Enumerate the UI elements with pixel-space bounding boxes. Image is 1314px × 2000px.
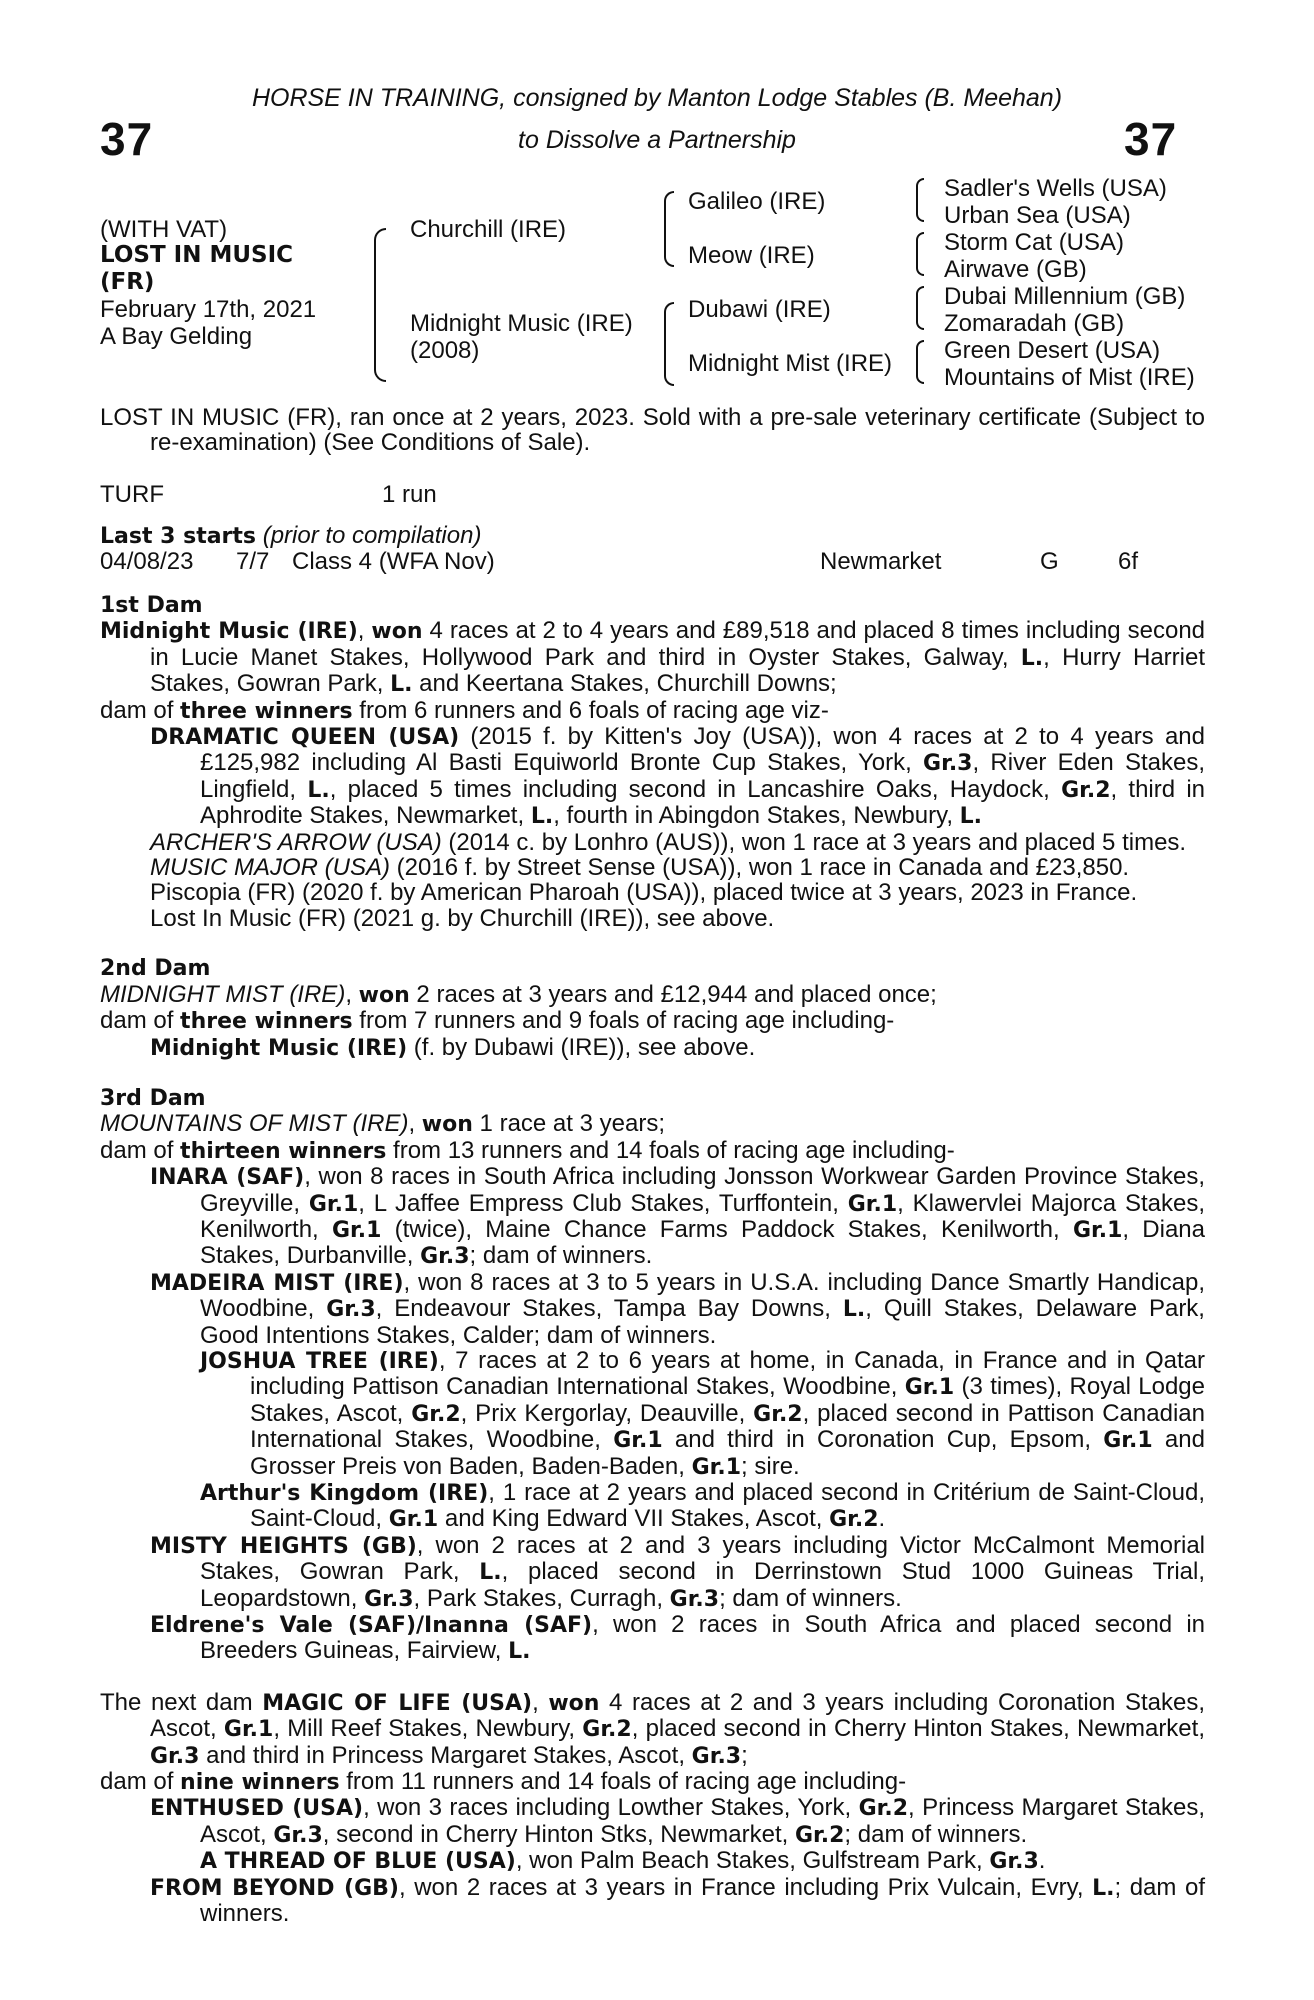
sire-dam-brace [374, 228, 386, 382]
foaling-date: February 17th, 2021 [100, 296, 317, 323]
produce-item: Eldrene's Vale (SAF)/Inanna (SAF), won 2 races in South Africa and placed second in Breeders Guineas, Fairview, L. [150, 1611, 1206, 1665]
dam2-heading: 2nd Dam [100, 956, 211, 982]
last-starts-heading [100, 522, 481, 550]
great-grand-6: Zomaradah (GB) [944, 310, 1125, 337]
produce-item: ENTHUSED (USA), won 3 races including Lowther Stakes, York, Gr.2, Princess Margaret Stakes, Ascot, Gr.3, second in Cherry Hinton Stks, Newmarket, Gr.2; dam of winners. [150, 1794, 1206, 1848]
last-starts-note: (prior to compilation) [262, 522, 482, 549]
surface-label: TURF [100, 481, 164, 508]
great-grand-5: Dubai Millennium (GB) [944, 283, 1186, 310]
header-line-1: HORSE IN TRAINING, consigned by Manton Lodge Stables (B. Meehan) [251, 84, 1063, 112]
great-grand-3: Storm Cat (USA) [944, 229, 1125, 256]
produce-item: MUSIC MAJOR (USA) (2016 f. by Street Sense (USA)), won 1 race in Canada and £23,850. [150, 854, 1130, 882]
start-course: Newmarket [820, 548, 942, 575]
next-dam-record: The next dam MAGIC OF LIFE (USA), won 4 races at 2 and 3 years including Coronation Stakes, Ascot, Gr.1, Mill Reef Stakes, Newbury, Gr.2, placed second in Cherry Hinton Stakes, Newmarket, Gr.3 and third in Princess Margaret Stakes, Ascot, Gr.3; [100, 1688, 1206, 1769]
vat-note: (WITH VAT) [100, 216, 228, 243]
produce-item: Lost In Music (FR) (2021 g. by Churchill (IRE)), see above. [150, 904, 775, 932]
family-section [100, 593, 1205, 1927]
horse-description: A Bay Gelding [100, 323, 253, 350]
gg-brace-1 [916, 178, 924, 222]
dam-brace [664, 302, 674, 386]
produce-item: ARCHER'S ARROW (USA) (2014 c. by Lonhro (AUS)), won 1 race at 3 years and placed 5 times. [150, 828, 1187, 856]
start-race: Class 4 (WFA Nov) [292, 548, 495, 575]
great-grand-2: Urban Sea (USA) [944, 202, 1131, 229]
produce-item: DRAMATIC QUEEN (USA) (2015 f. by Kitten's Joy (USA)), won 4 races at 2 to 4 years and £125,982 including Al Basti Equiworld Bronte Cup Stakes, York, Gr.3, River Eden Stakes, Lingfield, L., placed 5 times including second in Lancashire Oaks, Haydock, Gr.2, third in Aphrodite Stakes, Newmarket, L., fourth in Abingdon Stakes, Newbury, L. [150, 723, 1206, 830]
grandsire-1: Galileo (IRE) [688, 188, 826, 215]
produce-item: Piscopia (FR) (2020 f. by American Pharoah (USA)), placed twice at 3 years, 2023 in France. [150, 879, 1138, 907]
great-grand-8: Mountains of Mist (IRE) [944, 364, 1195, 391]
gg-brace-4 [916, 340, 924, 384]
gg-brace-2 [916, 232, 924, 276]
produce-item: FROM BEYOND (GB), won 2 races at 3 years in France including Prix Vulcain, Evry, L.; dam of winners. [150, 1873, 1205, 1928]
granddam-2: Midnight Mist (IRE) [688, 350, 893, 377]
dam1-record: Midnight Music (IRE), won 4 races at 2 to 4 years and £89,518 and placed 8 times including second in Lucie Manet Stakes, Hollywood Park and third in Oyster Stakes, Galway, L., Hurry Harriet Stakes, Gowran Park, L. and Keertana Stakes, Churchill Downs; [100, 617, 1206, 698]
sire-brace [664, 191, 674, 267]
horse-name-suffix: (FR) [100, 269, 155, 295]
lot-number-right: 37 [1124, 113, 1178, 165]
produce-item: Arthur's Kingdom (IRE), 1 race at 2 years and placed second in Critérium de Saint-Cloud, Saint-Cloud, Gr.1 and King Edward VII Stakes, Ascot, Gr.2. [200, 1479, 1206, 1533]
dam1-produce: dam of three winners from 6 runners and 6 foals of racing age viz- [100, 696, 829, 724]
gg-brace-3 [916, 286, 924, 330]
next-dam-produce: dam of nine winners from 11 runners and 14 foals of racing age including- [100, 1768, 907, 1796]
great-grand-1: Sadler's Wells (USA) [944, 175, 1167, 202]
dam2-produce: dam of three winners from 7 runners and 9 foals of racing age including- [100, 1007, 895, 1035]
dam: Midnight Music (IRE) [410, 310, 633, 337]
produce-item: MADEIRA MIST (IRE), won 8 races at 3 to 5 years in U.S.A. including Dance Smartly Handicap, Woodbine, Gr.3, Endeavour Stakes, Tampa Bay Downs, L., Quill Stakes, Delaware Park, Good Intentions Stakes, Calder; dam of winners. [150, 1268, 1206, 1349]
great-grand-4: Airwave (GB) [944, 256, 1087, 283]
dam3-produce: dam of thirteen winners from 13 runners and 14 foals of racing age including- [100, 1136, 955, 1164]
dam3-record: MOUNTAINS OF MIST (IRE), won 1 race at 3 years; [100, 1110, 665, 1138]
start-distance: 6f [1118, 548, 1139, 575]
produce-item: INARA (SAF), won 8 races in South Africa including Jonsson Workwear Garden Province Stakes, Greyville, Gr.1, L Jaffee Empress Club Stakes, Turffontein, Gr.1, Klawervlei Majorca Stakes, Kenilworth, Gr.1 (twice), Maine Chance Farms Paddock Stakes, Kenilworth, Gr.1, Diana Stakes, Durbanville, Gr.3; dam of winners. [150, 1163, 1205, 1270]
dam1-heading: 1st Dam [100, 593, 203, 618]
start-going: G [1040, 548, 1059, 575]
header-line-2: to Dissolve a Partnership [518, 126, 796, 154]
dam3-heading: 3rd Dam [100, 1085, 206, 1111]
runs-count: 1 run [382, 481, 437, 508]
horse-name: LOST IN MUSIC [100, 242, 294, 268]
produce-item: JOSHUA TREE (IRE), 7 races at 2 to 6 years at home, in Canada, in France and in Qatar including Pattison Canadian International Stakes, Woodbine, Gr.1 (3 times), Royal Lodge Stakes, Ascot, Gr.2, Prix Kergorlay, Deauville, Gr.2, placed second in Pattison Canadian International Stakes, Woodbine, Gr.1 and third in Coronation Cup, Epsom, Gr.1 and Grosser Preis von Baden, Baden-Baden, Gr.1; sire. [200, 1346, 1206, 1480]
granddam-1: Meow (IRE) [688, 242, 815, 269]
produce-item: MISTY HEIGHTS (GB), won 2 races at 2 and 3 years including Victor McCalmont Memorial Stakes, Gowran Park, L., placed second in Derrinstown Stud 1000 Guineas Trial, Leopardstown, Gr.3, Park Stakes, Curragh, Gr.3; dam of winners. [150, 1531, 1206, 1612]
start-date: 04/08/23 [100, 548, 194, 575]
last-starts-title: Last 3 starts [100, 524, 257, 549]
dam-year: (2008) [410, 337, 480, 364]
sire: Churchill (IRE) [410, 216, 567, 243]
dam2-record: MIDNIGHT MIST (IRE), won 2 races at 3 years and £12,944 and placed once; [100, 980, 937, 1008]
great-grand-7: Green Desert (USA) [944, 337, 1161, 364]
produce-item: A THREAD OF BLUE (USA), won Palm Beach Stakes, Gulfstream Park, Gr.3. [200, 1847, 1046, 1875]
produce-item: Midnight Music (IRE) (f. by Dubawi (IRE)), see above. [150, 1033, 756, 1061]
grandsire-2: Dubawi (IRE) [688, 296, 831, 323]
start-position: 7/7 [236, 548, 270, 575]
intro-text: LOST IN MUSIC (FR), ran once at 2 years, 2023. Sold with a pre-sale veterinary certificate (Subject to re-examination) (See Conditions of Sale). [100, 404, 1205, 457]
intro [100, 405, 1205, 456]
lot-number-left: 37 [100, 113, 154, 165]
